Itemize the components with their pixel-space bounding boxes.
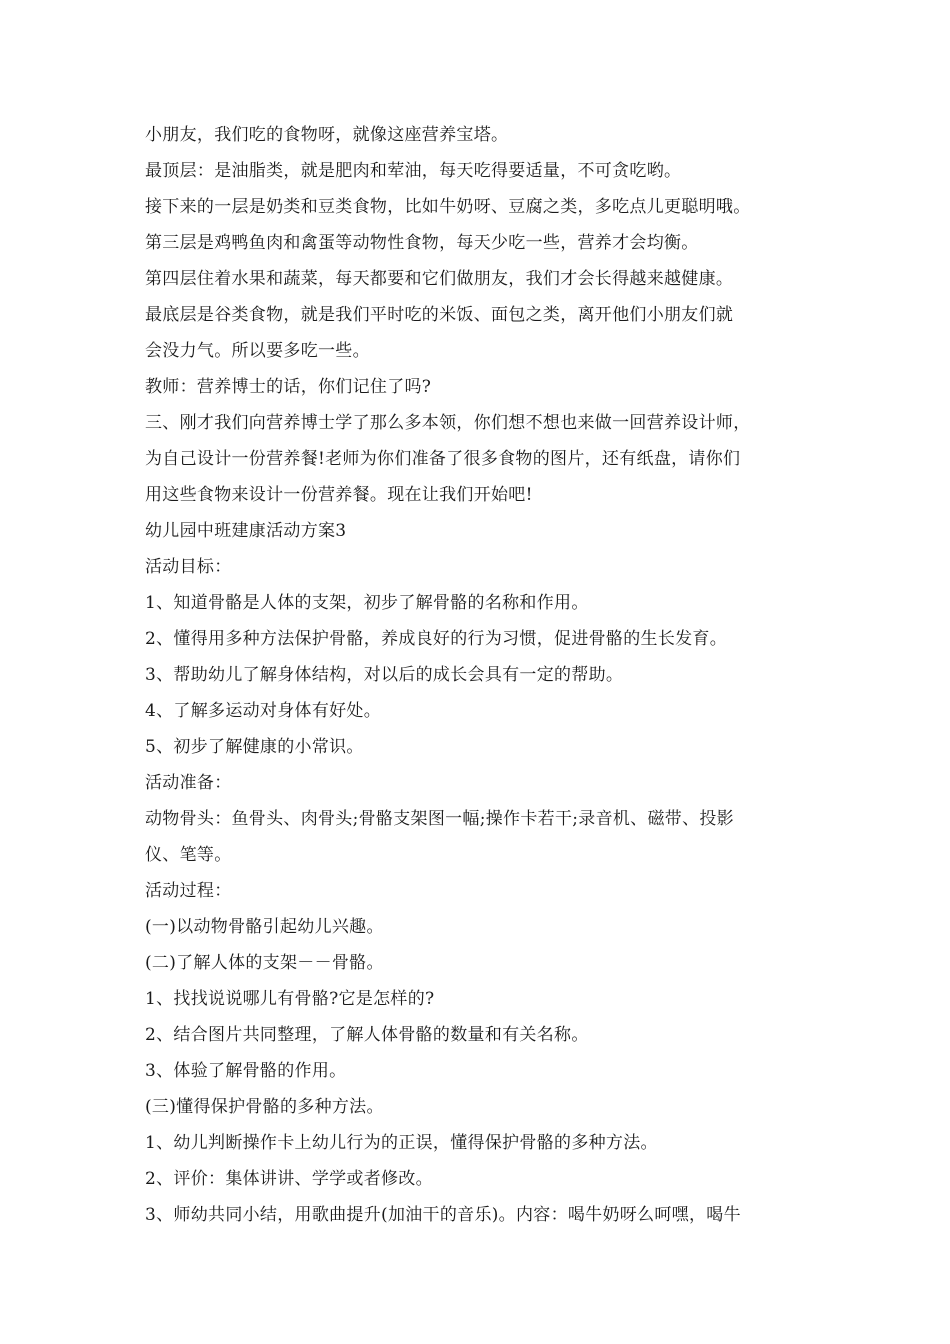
list-item: 2、结合图片共同整理，了解人体骨骼的数量和有关名称。 — [145, 1025, 589, 1045]
paragraph-line: 最顶层：是油脂类，就是肥肉和荤油，每天吃得要适量，不可贪吃哟。 — [145, 161, 682, 181]
list-item: 3、师幼共同小结，用歌曲提升(加油干的音乐)。内容：喝牛奶呀么呵嘿，喝牛 — [145, 1205, 741, 1225]
list-item: 2、评价：集体讲讲、学学或者修改。 — [145, 1169, 433, 1189]
list-item: 4、了解多运动对身体有好处。 — [145, 701, 382, 721]
list-item: 1、幼儿判断操作卡上幼儿行为的正误，懂得保护骨骼的多种方法。 — [145, 1133, 658, 1153]
document-body — [145, 117, 813, 1233]
list-item: 5、初步了解健康的小常识。 — [145, 737, 364, 757]
paragraph-line: 接下来的一层是奶类和豆类食物，比如牛奶呀、豆腐之类，多吃点儿更聪明哦。 — [145, 197, 751, 217]
paragraph-line: 最底层是谷类食物，就是我们平时吃的米饭、面包之类，离开他们小朋友们就 — [145, 305, 734, 325]
paragraph-line: 三、刚才我们向营养博士学了那么多本领，你们想不想也来做一回营养设计师， — [145, 413, 751, 433]
paragraph-line: 仪、笔等。 — [145, 845, 232, 865]
section-title: 幼儿园中班建康活动方案3 — [145, 521, 347, 541]
list-item: 2、懂得用多种方法保护骨骼，养成良好的行为习惯，促进骨骼的生长发育。 — [145, 629, 728, 649]
section-heading: 活动过程： — [145, 881, 232, 901]
section-heading: 活动准备： — [145, 773, 232, 793]
paragraph-line: 会没力气。所以要多吃一些。 — [145, 341, 370, 361]
paragraph-line: 动物骨头：鱼骨头、肉骨头;骨骼支架图一幅;操作卡若干;录音机、磁带、投影 — [145, 809, 734, 829]
paragraph-line: 为自己设计一份营养餐!老师为你们准备了很多食物的图片，还有纸盘，请你们 — [145, 449, 741, 469]
list-item: 1、知道骨骼是人体的支架，初步了解骨骼的名称和作用。 — [145, 593, 589, 613]
section-heading: 活动目标： — [145, 557, 232, 577]
list-item: (三)懂得保护骨骼的多种方法。 — [145, 1097, 384, 1117]
list-item: 3、体验了解骨骼的作用。 — [145, 1061, 347, 1081]
paragraph-line: 小朋友，我们吃的食物呀，就像这座营养宝塔。 — [145, 125, 509, 145]
paragraph-line: 用这些食物来设计一份营养餐。现在让我们开始吧! — [145, 485, 533, 505]
paragraph-line: 第四层住着水果和蔬菜，每天都要和它们做朋友，我们才会长得越来越健康。 — [145, 269, 734, 289]
list-item: 1、找找说说哪儿有骨骼?它是怎样的? — [145, 989, 435, 1009]
paragraph-line: 教师：营养博士的话，你们记住了吗? — [145, 377, 432, 397]
list-item: 3、帮助幼儿了解身体结构，对以后的成长会具有一定的帮助。 — [145, 665, 624, 685]
list-item: (二)了解人体的支架－－骨骼。 — [145, 953, 384, 973]
paragraph-line: 第三层是鸡鸭鱼肉和禽蛋等动物性食物，每天少吃一些，营养才会均衡。 — [145, 233, 699, 253]
list-item: (一)以动物骨骼引起幼儿兴趣。 — [145, 917, 384, 937]
